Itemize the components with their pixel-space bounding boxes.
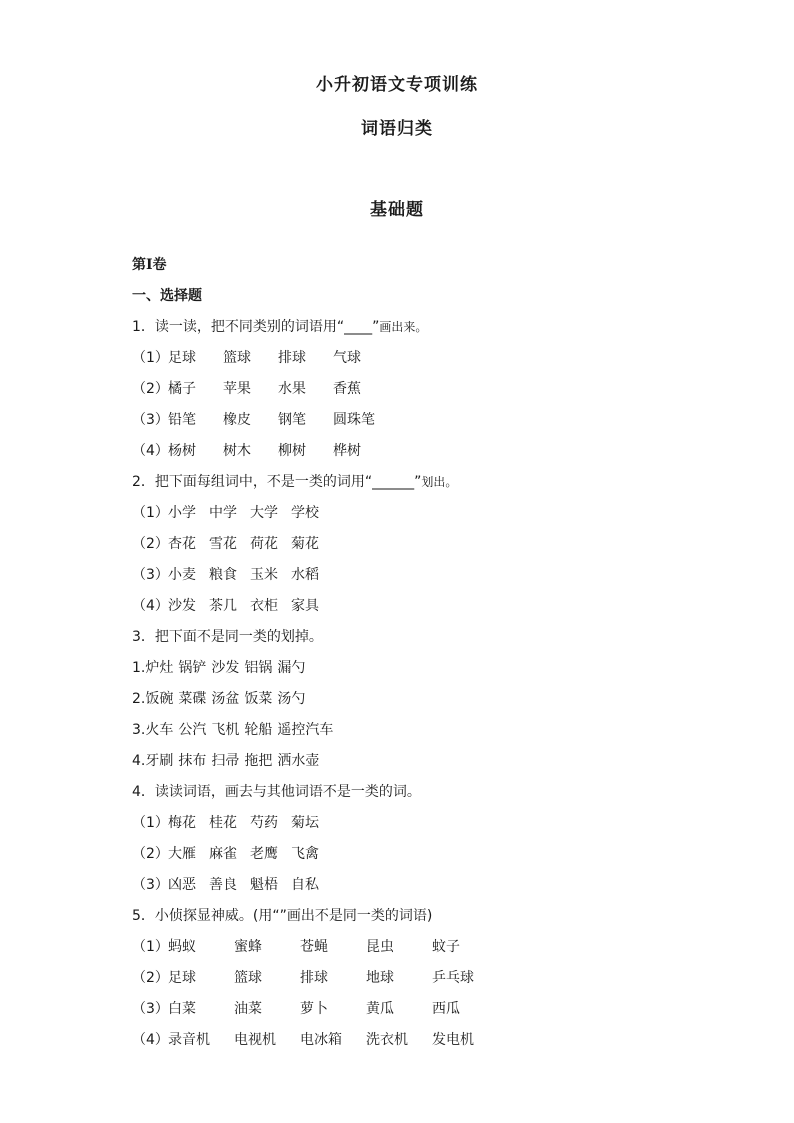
row-number: （1） [132, 505, 169, 521]
word-row [132, 349, 692, 380]
word-row [132, 504, 692, 535]
word: 小麦 [168, 567, 196, 583]
word-row [132, 535, 692, 566]
word: 家具 [291, 598, 319, 614]
word: 汤勺 [277, 691, 306, 707]
part-heading: 一、选择题 [132, 288, 202, 304]
volume-label: 第I卷 [132, 257, 167, 273]
word: 茶几 [209, 598, 237, 614]
section-title: 基础题 [370, 200, 424, 220]
word-row [132, 814, 692, 845]
word: 飞机 [211, 722, 240, 738]
word: 遥控汽车 [277, 722, 334, 738]
word: 锅铲 [178, 660, 207, 676]
question-prompt-text: 1．读一读，把不同类别的词语用“____” [132, 319, 380, 335]
question-4-rows [132, 814, 692, 907]
word: 乒乓球 [432, 970, 474, 986]
word: 轮船 [244, 722, 273, 738]
question-3-prompt: 3．把下面不是同一类的划掉。 [132, 629, 323, 645]
word-row [132, 659, 692, 690]
word: 善良 [209, 877, 237, 893]
question-prompt-tail: 划出。 [421, 475, 458, 489]
row-number: （3） [132, 1001, 169, 1017]
question-1-rows [132, 349, 692, 473]
word: 桦树 [333, 443, 361, 459]
word: 圆珠笔 [333, 412, 375, 428]
word: 中学 [209, 505, 237, 521]
word: 排球 [300, 970, 328, 986]
word: 蜜蜂 [234, 939, 262, 955]
word: 沙发 [211, 660, 240, 676]
word-row [132, 690, 692, 721]
word: 铅笔 [168, 412, 196, 428]
question-4-prompt: 4．读读词语，画去与其他词语不是一类的词。 [132, 784, 421, 800]
word-row [132, 442, 692, 473]
word: 菊坛 [291, 815, 319, 831]
word: 蚂蚁 [168, 939, 196, 955]
question-prompt-tail: 画出来。 [379, 320, 428, 334]
row-number: 4. [132, 753, 146, 769]
word: 苹果 [223, 381, 251, 397]
word: 柳树 [278, 443, 306, 459]
word: 饭碗 [145, 691, 174, 707]
word: 杏花 [168, 536, 196, 552]
row-number: （4） [132, 1032, 169, 1048]
word-row [132, 938, 692, 969]
word: 桂花 [209, 815, 237, 831]
document-title: 小升初语文专项训练 [316, 75, 478, 95]
word: 篮球 [223, 350, 251, 366]
word: 自私 [291, 877, 319, 893]
word-row [132, 876, 692, 907]
word: 西瓜 [432, 1001, 460, 1017]
word: 苍蝇 [300, 939, 328, 955]
word: 气球 [333, 350, 361, 366]
question-5-rows [132, 938, 692, 1062]
word-row [132, 845, 692, 876]
row-number: （1） [132, 350, 169, 366]
word: 拖把 [244, 753, 273, 769]
word: 麻雀 [209, 846, 237, 862]
word: 梅花 [168, 815, 196, 831]
question-5-prompt: 5．小侦探显神威。(用“”画出不是同一类的词语) [132, 908, 433, 924]
question-2-rows [132, 504, 692, 628]
question-2-prompt [132, 473, 692, 504]
word: 水稻 [291, 567, 319, 583]
word-row [132, 969, 692, 1000]
word: 小学 [168, 505, 196, 521]
word: 电视机 [234, 1032, 276, 1048]
word-row [132, 721, 692, 752]
word: 足球 [168, 350, 196, 366]
word: 电冰箱 [300, 1032, 342, 1048]
word: 杨树 [168, 443, 196, 459]
word: 白菜 [168, 1001, 196, 1017]
question-content [132, 256, 692, 1062]
question-1-prompt [132, 318, 692, 349]
word: 魁梧 [250, 877, 278, 893]
word: 饭菜 [244, 691, 273, 707]
row-number: （2） [132, 381, 169, 397]
word-row [132, 1031, 692, 1062]
row-number: （2） [132, 970, 169, 986]
word: 铝锅 [244, 660, 273, 676]
word-row [132, 1000, 692, 1031]
word: 发电机 [432, 1032, 474, 1048]
word: 大雁 [168, 846, 196, 862]
word: 橡皮 [223, 412, 251, 428]
word: 沙发 [168, 598, 196, 614]
word: 芍药 [250, 815, 278, 831]
word: 篮球 [234, 970, 262, 986]
word: 香蕉 [333, 381, 361, 397]
word: 粮食 [209, 567, 237, 583]
row-number: （1） [132, 815, 169, 831]
word: 足球 [168, 970, 196, 986]
word: 荷花 [250, 536, 278, 552]
row-number: 2. [132, 691, 146, 707]
word: 油菜 [234, 1001, 262, 1017]
word: 雪花 [209, 536, 237, 552]
word: 排球 [278, 350, 306, 366]
word: 老鹰 [250, 846, 278, 862]
word: 洒水壶 [277, 753, 320, 769]
word: 萝卜 [300, 1001, 328, 1017]
word: 黄瓜 [366, 1001, 394, 1017]
word: 学校 [291, 505, 319, 521]
row-number: （3） [132, 877, 169, 893]
word-row [132, 380, 692, 411]
word: 洗衣机 [366, 1032, 408, 1048]
row-number: 1. [132, 660, 146, 676]
word: 牙刷 [145, 753, 174, 769]
row-number: （4） [132, 598, 169, 614]
word: 衣柜 [250, 598, 278, 614]
row-number: （4） [132, 443, 169, 459]
word: 炉灶 [145, 660, 174, 676]
word: 大学 [250, 505, 278, 521]
word: 凶恶 [168, 877, 196, 893]
word: 汤盆 [211, 691, 240, 707]
row-number: （3） [132, 412, 169, 428]
document-subtitle: 词语归类 [361, 119, 433, 139]
word-row [132, 411, 692, 442]
word: 飞禽 [291, 846, 319, 862]
word: 漏勺 [277, 660, 306, 676]
word: 公汽 [178, 722, 207, 738]
word-row [132, 597, 692, 628]
word: 橘子 [168, 381, 196, 397]
word: 地球 [366, 970, 394, 986]
word-row [132, 566, 692, 597]
row-number: （3） [132, 567, 169, 583]
row-number: （2） [132, 846, 169, 862]
word: 菜碟 [178, 691, 207, 707]
word: 扫帚 [211, 753, 240, 769]
question-3-rows [132, 659, 692, 783]
row-number: （2） [132, 536, 169, 552]
question-prompt-text: 2．把下面每组词中，不是一类的词用“______” [132, 474, 422, 490]
word: 火车 [145, 722, 174, 738]
word: 钢笔 [278, 412, 306, 428]
word: 水果 [278, 381, 306, 397]
row-number: （1） [132, 939, 169, 955]
word-row [132, 752, 692, 783]
word: 菊花 [291, 536, 319, 552]
word: 蚊子 [432, 939, 460, 955]
word: 树木 [223, 443, 251, 459]
word: 玉米 [250, 567, 278, 583]
row-number: 3. [132, 722, 146, 738]
word: 昆虫 [366, 939, 394, 955]
word: 抹布 [178, 753, 207, 769]
word: 录音机 [168, 1032, 210, 1048]
